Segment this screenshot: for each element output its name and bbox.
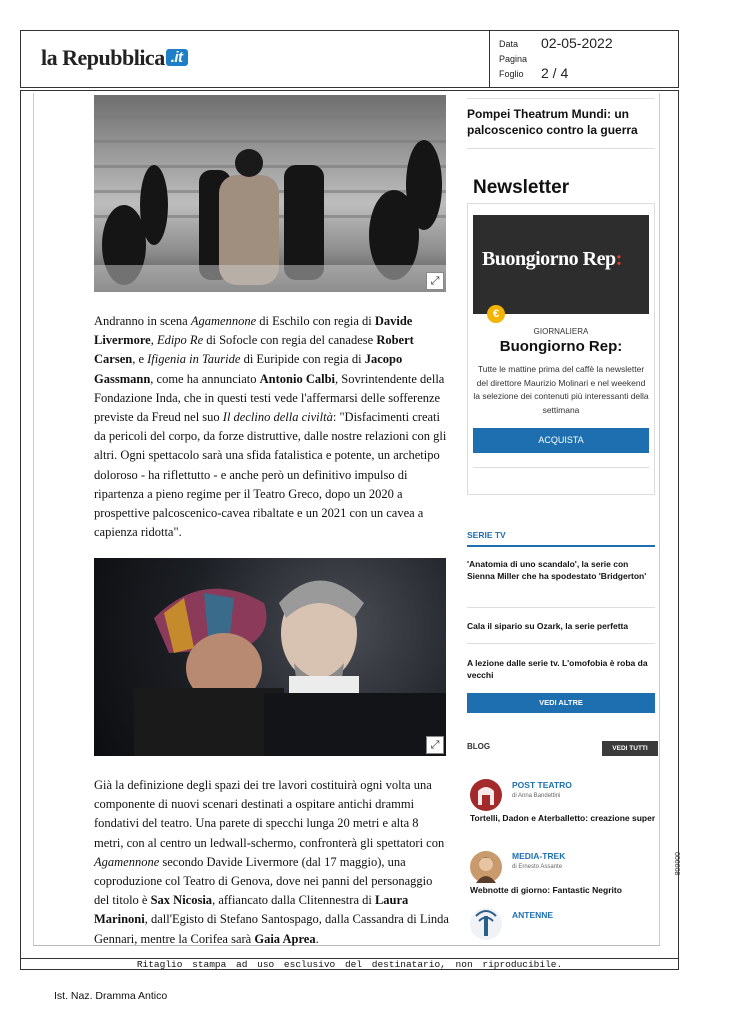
column-divider-left	[33, 93, 34, 945]
serie-tv-item[interactable]: 'Anatomia di uno scandalo', la serie con Sienna Miller che ha spodestato 'Bridgerton'	[467, 559, 647, 581]
expand-icon[interactable]: ⤢	[426, 736, 444, 754]
newsletter-name: Buongiorno Rep:	[499, 338, 623, 355]
article-paragraph-2: Già la definizione degli spazi dei tre lavori costituirà ogni volta una componente di nuovi scenari destinati a ospitare antichi drammi fondativi del teatro. Una parete di specchi lunga 20 metri e alta 8 metri, con al centro un ledwall-schermo, confronterà gli spettatori con Agamennone secondo Davide Livermore (dal 17 maggio), una coproduzione col Teatro di Genova, dove nei panni del personaggio del titolo è Sax Nicosia, affiancato dalla Clitennestra di Laura Marinoni, dall'Egisto di Stefano Santospago, dalla Cassandra di Linda Gennari, mentre la Corifea sarà Gaia Aprea.	[94, 778, 449, 946]
newsletter-kicker: GIORNALIERA	[533, 327, 589, 336]
rehearsal-photo[interactable]	[94, 95, 446, 292]
serie-tv-rule	[467, 545, 655, 547]
logo-badge: .it	[166, 49, 188, 66]
rehearsal-photo-illustration	[94, 95, 446, 292]
serie-tv-label: SERIE TV	[467, 530, 506, 540]
data-value: 02-05-2022	[541, 35, 613, 51]
blog-author: di Anna Bandettini	[512, 793, 561, 799]
data-label: Data	[499, 39, 519, 49]
clipping-header	[20, 30, 679, 88]
newsletter-description: Tutte le mattine prima del caffè la newsletter del direttore Maurizio Molinari e nel weekend la selezione dei contenuti più interessanti della settimana	[473, 364, 649, 415]
media-trek-avatar[interactable]	[470, 851, 502, 883]
foglio-value: 2 / 4	[541, 65, 569, 81]
logo-cell	[21, 31, 490, 87]
page-code: 006608	[673, 852, 680, 876]
actors-photo-illustration	[94, 558, 446, 756]
blog-title[interactable]: ANTENNE	[512, 910, 554, 920]
top-story-link[interactable]: Pompei Theatrum Mundi: un palcoscenico contro la guerra	[467, 107, 638, 137]
blog-post-link[interactable]: Webnotte di giorno: Fantastic Negrito	[470, 885, 622, 895]
antenne-logo-icon[interactable]	[470, 908, 502, 940]
newsletter-separator	[473, 467, 649, 468]
sidebar-separator	[467, 148, 655, 149]
pagina-label: Pagina	[499, 54, 528, 64]
foglio-label: Foglio	[499, 69, 524, 79]
blog-author: di Ernesto Assante	[512, 864, 563, 870]
blog-post-link[interactable]: Tortelli, Dadon e Aterballetto: creazione super	[470, 813, 656, 823]
serie-tv-item[interactable]: Cala il sipario su Ozark, la serie perfetta	[467, 621, 629, 631]
sidebar-separator	[467, 98, 655, 99]
serie-tv-separator	[467, 607, 655, 608]
acquista-button[interactable]: ACQUISTA	[473, 428, 649, 453]
expand-icon[interactable]: ⤢	[426, 272, 444, 290]
serie-tv-item[interactable]: A lezione dalle serie tv. L'omofobia è roba da vecchi	[467, 658, 648, 680]
vedi-altre-button[interactable]: VEDI ALTRE	[467, 693, 655, 713]
newsletter-heading: Newsletter	[473, 177, 570, 198]
article-paragraph-1: Andranno in scena Agamennone di Eschilo con regia di Davide Livermore, Edipo Re di Sofocle con regia del canadese Robert Carsen, e Ifigenia in Tauride di Euripide con regia di Jacopo Gassmann, come ha annunciato Antonio Calbi, Sovrintendente della Fondazione Inda, che in questi testi vede l'affermarsi delle sofferenze previste da Freud nel suo Il declino della civiltà: "Disfacimenti creati da pericoli del corpo, da forze distruttive, dalle nostre relazioni con gli altri. Ogni spettacolo sarà una sfida fatalistica e potente, un archetipo doloroso - ha riflettutto - e anche però un definitivo impulso di ripartenza a pieno regime per il Teatro Greco, dopo un 2020 a prospettive palcoscenico-cavea ribaltate e un 2021 con un cavea a capienza ridotta".	[94, 314, 447, 540]
source-note: Ist. Naz. Dramma Antico	[54, 990, 168, 1002]
repubblica-logo[interactable]	[41, 45, 188, 71]
clipping-disclaimer: Ritaglio stampa ad uso esclusivo del destinatario, non riproducibile.	[20, 958, 679, 971]
euro-icon: €	[487, 305, 505, 323]
serie-tv-separator	[467, 643, 655, 644]
post-teatro-logo-icon[interactable]	[470, 779, 502, 811]
actors-photo[interactable]	[94, 558, 446, 756]
newsletter-banner[interactable]	[473, 215, 649, 314]
blog-title[interactable]: MEDIA-TREK	[512, 851, 566, 861]
newsletter-banner-text: Buongiorno Rep	[482, 248, 616, 270]
logo-text: la Repubblica	[41, 45, 165, 70]
vedi-tutti-button[interactable]: VEDI TUTTI	[602, 741, 658, 756]
blog-title[interactable]: POST TEATRO	[512, 780, 572, 790]
newsletter-banner-accent: :	[615, 248, 622, 270]
blog-label: BLOG	[467, 742, 491, 751]
